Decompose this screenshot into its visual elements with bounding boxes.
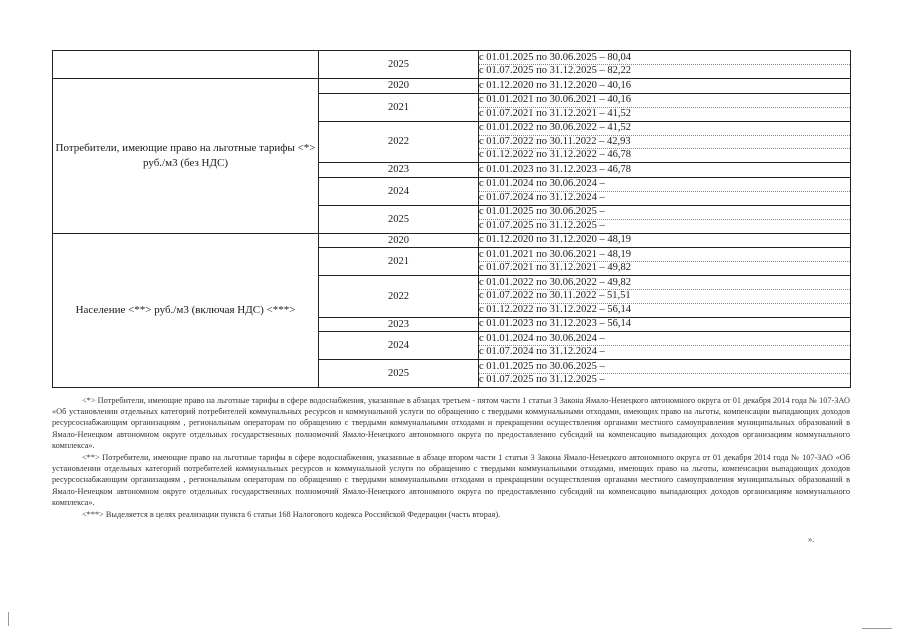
- consumer-category-cell: [53, 51, 319, 79]
- footnote-2: <**> Потребители, имеющие право на льготные тарифы в сфере водоснабжения, указанные в абзаце втором части 1 статьи 3 Закона Ямало-Ненецкого автономного округа от 01 декабря 2014 года № 107-ЗАО «Об установлении отдельных категорий потребителей коммунальных ресурсов и коммунальной услуги по обращению с твердыми коммунальными отходами, имеющих право на льготы, компенсации выпадающих доходов ресурсоснабжающим организациям , региональным операторам по обращению с твердыми коммунальными отходами и прекращении осуществления органами местного самоуправления муниципальных образований в Ямало-Ненецком автономном округе отдельных государственных полномочий Ямало-Ненецкого автономного округа по предоставлению субсидий на компенсацию выпадающих доходов организациям коммунального комплекса».: [52, 453, 850, 507]
- tariff-period-line: с 01.01.2022 по 30.06.2022 – 49,82: [479, 277, 850, 291]
- tariff-period-line: с 01.01.2025 по 30.06.2025 –: [479, 206, 850, 220]
- year-cell: 2024: [319, 177, 479, 205]
- tariff-period-line: с 01.01.2022 по 30.06.2022 – 41,52: [479, 122, 850, 136]
- tariff-period-line: с 01.01.2021 по 30.06.2021 – 48,19: [479, 249, 850, 263]
- tariff-periods-cell: [479, 177, 851, 205]
- tariff-period-line: с 01.01.2023 по 31.12.2023 – 46,78: [479, 163, 632, 175]
- tariff-table-body: [53, 51, 851, 388]
- tariff-periods-cell: [479, 93, 851, 121]
- tariff-period-line: с 01.01.2023 по 31.12.2023 – 56,14: [479, 318, 632, 329]
- closing-quote-mark: ».: [808, 535, 815, 544]
- year-cell: 2025: [319, 205, 479, 233]
- tariff-periods-cell: [479, 317, 851, 332]
- footnote-1: <*> Потребители, имеющие право на льготные тарифы в сфере водоснабжения, указанные в абзацах третьем - пятом части 1 статьи 3 Закона Ямало-Ненецкого автономного округа от 01 декабря 2014 года № 107-ЗАО «Об установлении отдельных категорий потребителей коммунальных ресурсов и коммунальной услуги по обращению с твердыми коммунальными отходами, имеющих право на льготы, компенсации выпадающих доходов ресурсоснабжающим организациям , региональным операторам по обращению с твердыми коммунальными отходами и прекращении осуществления органами местного самоуправления муниципальных образований в Ямало-Ненецком автономном округе отдельных государственных полномочий Ямало-Ненецкого автономного округа по предоставлению субсидий на компенсацию выпадающих доходов организациям коммунального комплекса».: [52, 396, 850, 450]
- tariff-periods-cell: [479, 248, 851, 276]
- footnotes: [52, 395, 850, 521]
- footnote-3: <***> Выделяется в целях реализации пункта 6 статьи 168 Налогового кодекса Российской Федерации (часть вторая).: [82, 510, 501, 520]
- tariff-period-line: с 01.07.2021 по 31.12.2021 – 49,82: [479, 262, 632, 273]
- tariff-periods-cell: [479, 51, 851, 79]
- tariff-row: [53, 79, 851, 94]
- tariff-periods-cell: [479, 360, 851, 388]
- tariff-period-line: с 01.01.2024 по 30.06.2024 –: [479, 178, 850, 192]
- tariff-row: [53, 233, 851, 248]
- year-cell: 2022: [319, 121, 479, 163]
- tariff-row: [53, 51, 851, 79]
- tariff-periods-cell: [479, 233, 851, 248]
- scan-artifact: [862, 628, 892, 629]
- tariff-period-line: с 01.07.2022 по 30.11.2022 – 42,93: [479, 136, 850, 150]
- consumer-category-cell: Население <**> руб./м3 (включая НДС) <***>: [53, 233, 319, 388]
- tariff-periods-cell: [479, 276, 851, 318]
- tariff-period-line: с 01.07.2024 по 31.12.2024 –: [479, 346, 605, 357]
- scan-artifact: [8, 612, 9, 626]
- tariff-period-line: с 01.12.2020 по 31.12.2020 – 48,19: [479, 234, 632, 245]
- year-cell: 2021: [319, 248, 479, 276]
- year-cell: 2023: [319, 317, 479, 332]
- tariff-period-line: с 01.12.2022 по 31.12.2022 – 46,78: [479, 149, 632, 160]
- year-cell: 2025: [319, 51, 479, 79]
- year-cell: 2020: [319, 79, 479, 94]
- year-cell: 2023: [319, 163, 479, 178]
- tariff-periods-cell: [479, 121, 851, 163]
- tariff-period-line: с 01.01.2021 по 30.06.2021 – 40,16: [479, 94, 850, 108]
- tariff-periods-cell: [479, 332, 851, 360]
- year-cell: 2025: [319, 360, 479, 388]
- tariff-period-line: с 01.07.2025 по 31.12.2025 – 82,22: [479, 65, 632, 76]
- tariff-period-line: с 01.07.2022 по 30.11.2022 – 51,51: [479, 290, 850, 304]
- tariff-period-line: с 01.01.2025 по 30.06.2025 –: [479, 361, 850, 375]
- tariff-periods-cell: [479, 79, 851, 94]
- tariff-period-line: с 01.01.2025 по 30.06.2025 – 80,04: [479, 52, 850, 66]
- tariff-period-line: с 01.07.2021 по 31.12.2021 – 41,52: [479, 107, 632, 119]
- tariff-period-line: с 01.12.2022 по 31.12.2022 – 56,14: [479, 303, 632, 315]
- year-cell: 2020: [319, 233, 479, 248]
- tariff-period-line: с 01.01.2024 по 30.06.2024 –: [479, 333, 850, 347]
- year-cell: 2022: [319, 276, 479, 318]
- tariff-periods-cell: [479, 205, 851, 233]
- year-cell: 2024: [319, 332, 479, 360]
- consumer-category-cell: Потребители, имеющие право на льготные тарифы <*> руб./м3 (без НДС): [53, 79, 319, 234]
- tariff-period-line: с 01.12.2020 по 31.12.2020 – 40,16: [479, 79, 632, 91]
- tariff-period-line: с 01.07.2025 по 31.12.2025 –: [479, 219, 605, 231]
- tariff-periods-cell: [479, 163, 851, 178]
- year-cell: 2021: [319, 93, 479, 121]
- tariff-period-line: с 01.07.2024 по 31.12.2024 –: [479, 191, 605, 203]
- tariff-table: [52, 50, 851, 388]
- tariff-period-line: с 01.07.2025 по 31.12.2025 –: [479, 374, 605, 385]
